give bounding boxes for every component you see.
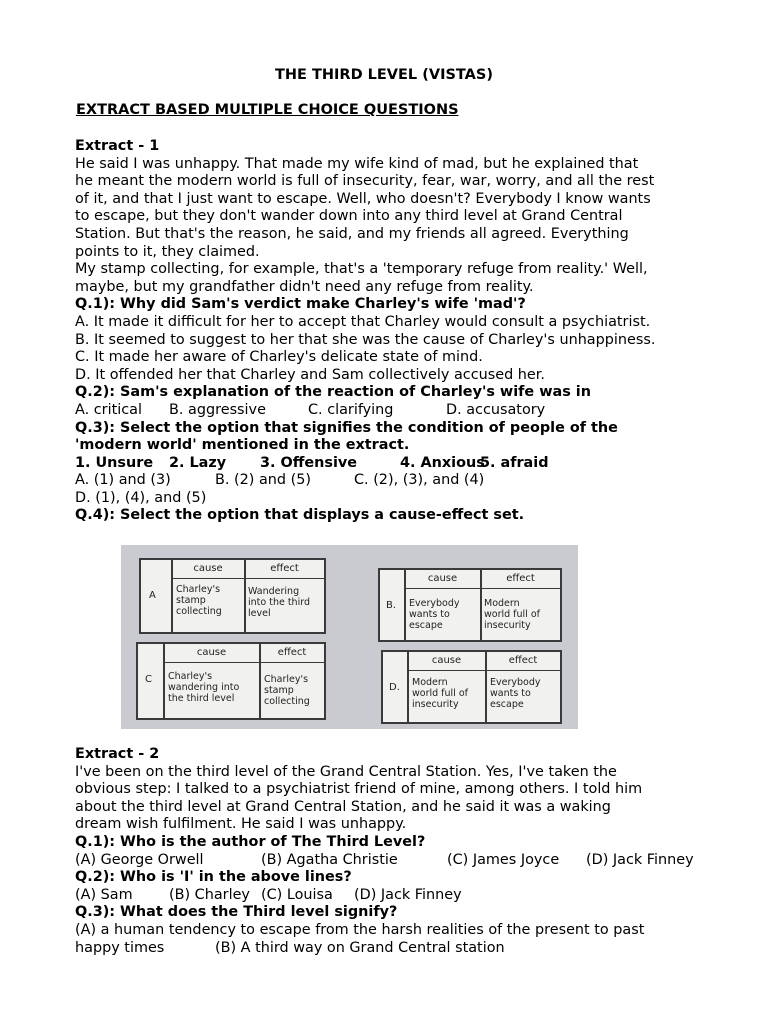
- option: C. It made her aware of Charley's delicate state of mind.: [75, 349, 483, 366]
- question-3: Q.3): What does the Third level signify?: [75, 904, 398, 921]
- option: B. It seemed to suggest to her that she was the cause of Charley's unhappiness.: [75, 331, 656, 348]
- cause-cell: Charley's stamp collecting: [176, 584, 222, 617]
- choices-row: [75, 455, 725, 473]
- extract-2-heading: Extract - 2: [75, 746, 160, 762]
- option-label: D.: [389, 682, 400, 693]
- options-row: [75, 852, 725, 870]
- option: (A) Sam: [75, 886, 133, 903]
- cause-header: cause: [431, 655, 462, 666]
- question-2: Q.2): Sam's explanation of the reaction of Charley's wife was in: [75, 384, 591, 401]
- cause-cell: Charley's wandering into the third level: [168, 671, 240, 704]
- option: C. clarifying: [308, 401, 394, 418]
- choice: 2. Lazy: [169, 454, 227, 471]
- option: (A) a human tendency to escape from the harsh realities of the present to past: [75, 921, 645, 938]
- option-label: C: [145, 674, 152, 685]
- options-row: [75, 402, 725, 420]
- effect-cell: Charley's stamp collecting: [264, 674, 310, 707]
- passage-line: about the third level at Grand Central Station, and he said it was a waking: [75, 798, 611, 815]
- extract-2: [75, 746, 725, 957]
- option: A. critical: [75, 401, 142, 418]
- option: (D) Jack Finney: [354, 886, 462, 903]
- effect-header: effect: [270, 563, 299, 574]
- effect-header: effect: [277, 647, 307, 658]
- option: A. (1) and (3): [75, 472, 171, 489]
- passage-line: dream wish fulfilment. He said I was unhappy.: [75, 816, 407, 833]
- extract-1-heading: Extract - 1: [75, 138, 160, 154]
- question-3-cont: 'modern world' mentioned in the extract.: [75, 437, 410, 454]
- option: (A) George Orwell: [75, 851, 204, 868]
- options-row: [75, 940, 725, 958]
- passage-line: he meant the modern world is full of insecurity, fear, war, worry, and all the rest: [75, 173, 655, 190]
- cause-cell: Modern world full of insecurity: [412, 677, 468, 710]
- option: D. accusatory: [446, 401, 546, 418]
- option: C. (2), (3), and (4): [354, 472, 485, 489]
- passage-line: Station. But that's the reason, he said, and my friends all agreed. Everything: [75, 225, 629, 242]
- table-a: [139, 558, 326, 634]
- question-1: Q.1): Who is the author of The Third Level?: [75, 833, 426, 850]
- passage-line: to escape, but they don't wander down into any third level at Grand Central: [75, 208, 623, 225]
- section-subtitle: EXTRACT BASED MULTIPLE CHOICE QUESTIONS: [76, 102, 459, 118]
- choice: 1. Unsure: [75, 454, 154, 471]
- option-label: B.: [386, 600, 397, 611]
- passage-line: points to it, they claimed.: [75, 243, 260, 260]
- question-2: Q.2): Who is 'I' in the above lines?: [75, 869, 352, 886]
- option: happy times: [75, 939, 165, 956]
- passage-line: I've been on the third level of the Grand Central Station. Yes, I've taken the: [75, 763, 617, 780]
- passage-line: of it, and that I just want to escape. Well, who doesn't? Everybody I know wants: [75, 190, 651, 207]
- passage-line: obvious step: I talked to a psychiatrist friend of mine, among others. I told him: [75, 781, 643, 798]
- option: D. (1), (4), and (5): [75, 489, 207, 506]
- option: (B) A third way on Grand Central station: [215, 939, 505, 956]
- choice: 4. Anxious: [400, 454, 485, 471]
- effect-cell: Modern world full of insecurity: [484, 598, 540, 631]
- option: (D) Jack Finney: [586, 851, 694, 868]
- passage-line: My stamp collecting, for example, that's a 'temporary refuge from reality.' Well,: [75, 261, 648, 278]
- option: (B) Agatha Christie: [261, 851, 398, 868]
- effect-header: effect: [506, 573, 535, 584]
- choice: 5. afraid: [480, 454, 549, 471]
- option: (C) James Joyce: [447, 851, 560, 868]
- options-row: [75, 887, 725, 905]
- option: A. It made it difficult for her to accept that Charley would consult a psychiatrist.: [75, 313, 651, 330]
- option: B. (2) and (5): [215, 472, 312, 489]
- option: (B) Charley: [169, 886, 250, 903]
- passage-line: maybe, but my grandfather didn't need any refuge from reality.: [75, 278, 534, 295]
- question-1: Q.1): Why did Sam's verdict make Charley's wife 'mad'?: [75, 296, 526, 313]
- choice: 3. Offensive: [260, 454, 358, 471]
- cause-header: cause: [193, 563, 223, 574]
- options-row: [75, 472, 725, 490]
- effect-header: effect: [508, 655, 538, 666]
- question-4: Q.4): Select the option that displays a cause-effect set.: [75, 507, 525, 524]
- question-3: Q.3): Select the option that signifies the condition of people of the: [75, 419, 618, 436]
- cause-cell: Everybody wants to escape: [409, 598, 460, 631]
- effect-cell: Wandering into the third level: [248, 586, 310, 619]
- option: (C) Louisa: [261, 886, 333, 903]
- extract-1: [75, 138, 725, 525]
- passage-line: He said I was unhappy. That made my wife kind of mad, but he explained that: [75, 155, 639, 172]
- page-title: THE THIRD LEVEL (VISTAS): [275, 67, 493, 83]
- table-d: [381, 650, 562, 724]
- table-b: [378, 568, 562, 642]
- cause-header: cause: [427, 573, 458, 584]
- cause-header: cause: [196, 647, 227, 658]
- option-label: A: [149, 590, 156, 601]
- table-c: [136, 642, 326, 720]
- option: D. It offended her that Charley and Sam collectively accused her.: [75, 366, 545, 383]
- effect-cell: Everybody wants to escape: [490, 677, 541, 710]
- option: B. aggressive: [169, 401, 266, 418]
- cause-effect-figure: [121, 545, 578, 729]
